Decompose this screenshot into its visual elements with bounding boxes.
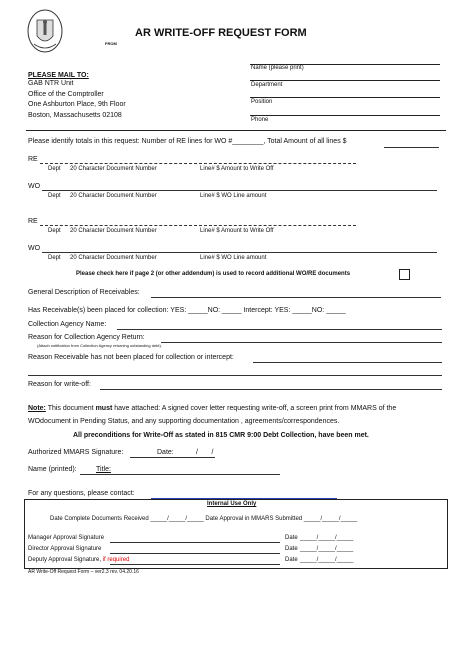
manager-approval-field[interactable] (110, 542, 280, 543)
authorized-date-label: Date: (157, 449, 174, 456)
authorized-signature-field[interactable] (130, 457, 215, 458)
authorized-signature-label: Authorized MMARS Signature: (28, 449, 124, 456)
not-placed-field[interactable] (253, 362, 442, 363)
internal-use-heading: Internal Use Only (207, 501, 257, 507)
re-row-1-dept: Dept (48, 166, 61, 172)
deputy-approval-field[interactable] (110, 564, 280, 565)
wo-row-1-doc: 20 Character Document Number (70, 193, 157, 199)
authorized-date-slashes[interactable]: / / (196, 449, 214, 456)
title-label: Title: (96, 466, 111, 473)
questions-label: For any questions, please contact: (28, 490, 135, 497)
from-label: FROM (105, 41, 117, 46)
mail-to-line2: Office of the Comptroller (28, 91, 104, 98)
name-printed-field[interactable] (80, 474, 280, 475)
note-line2: WOdocument in Pending Status, and any supporting documentation , agreements/correspondences. (28, 418, 340, 425)
director-approval-field[interactable] (110, 553, 280, 554)
note-paragraph (28, 405, 396, 412)
footer-version: AR Write-Off Request Form – ver2.3 rev. 04.20.16 (28, 569, 139, 575)
agency-name-label: Collection Agency Name: (28, 321, 107, 328)
write-off-reason-field[interactable] (100, 389, 442, 390)
manager-date-label: Date (285, 535, 298, 541)
deputy-date-label: Date (285, 557, 298, 563)
if-required-text: if required (102, 557, 130, 563)
re-row-1-prefix: RE (28, 156, 38, 163)
mail-to-line3: One Ashburton Place, 9th Floor (28, 101, 126, 108)
director-approval-label: Director Approval Signature (28, 546, 102, 552)
manager-approval-label: Manager Approval Signature (28, 535, 105, 541)
totals-line[interactable]: Please identify totals in this request: Number of RE lines for WO #________, Total Amount of all lines $ (28, 138, 347, 145)
note-text1: This document (45, 405, 96, 412)
phone-field-label[interactable]: Phone (251, 117, 269, 123)
name-printed-label: Name (printed): (28, 466, 77, 473)
wo-row-2-doc: 20 Character Document Number (70, 255, 157, 261)
deputy-approval-label (28, 557, 129, 563)
wo-row-1-line[interactable] (42, 190, 437, 191)
wo-row-1-line-label: Line# $ WO Line amount (200, 193, 267, 199)
agency-return-field[interactable] (161, 342, 442, 343)
re-row-1-doc: 20 Character Document Number (70, 166, 157, 172)
mail-to-heading: PLEASE MAIL TO: (28, 72, 89, 79)
re-row-2-doc: 20 Character Document Number (70, 228, 157, 234)
wo-row-2-line-label: Line# $ WO Line amount (200, 255, 267, 261)
re-row-2-dept: Dept (48, 228, 61, 234)
position-field-label[interactable]: Position (251, 99, 273, 105)
not-placed-label: Reason Receivable has not been placed for collection or intercept: (28, 354, 234, 361)
director-date-label: Date (285, 546, 298, 552)
addendum-checkbox[interactable] (399, 269, 410, 280)
agency-return-note: (Attach notification from Collection Agency returning outstanding debt). (37, 343, 162, 348)
deputy-date-field[interactable]: _____/_____/_____ (300, 557, 354, 563)
department-field-label[interactable]: Department (251, 82, 283, 88)
mail-to-line4: Boston, Massachusetts 02108 (28, 112, 122, 119)
mail-to-line1: GAB NTR Unit (28, 80, 74, 87)
re-row-1-line-label: Line# $ Amount to Write Off (200, 166, 274, 172)
re-row-1-line[interactable] (40, 163, 356, 164)
agency-return-label: Reason for Collection Agency Return: (28, 334, 145, 341)
wo-row-1-dept: Dept (48, 193, 61, 199)
deputy-approval-text: Deputy Approval Signature, (28, 557, 102, 563)
director-date-field[interactable]: _____/_____/_____ (300, 546, 354, 552)
internal-date-complete[interactable]: Date Complete Documents Received _____/_____/_____ Date Approval in MMARS Submitted _____/_____/_____ (50, 516, 358, 522)
re-row-2-line-label: Line# $ Amount to Write Off (200, 228, 274, 234)
wo-row-2-prefix: WO (28, 245, 41, 252)
write-off-reason-label: Reason for write-off: (28, 381, 91, 388)
massachusetts-seal-icon (26, 8, 64, 54)
note-label: Note: (28, 405, 46, 412)
general-description-field[interactable] (151, 297, 441, 298)
re-row-2-line[interactable] (40, 225, 356, 226)
wo-row-2-dept: Dept (48, 255, 61, 261)
re-row-2-prefix: RE (28, 218, 38, 225)
wo-row-1-prefix: WO (28, 183, 41, 190)
preconditions-text: All preconditions for Write-Off as stated in 815 CMR 9:00 Debt Collection, have been met. (73, 432, 369, 439)
note-must: must (95, 405, 113, 412)
addendum-check-label: Please check here if page 2 (or other addendum) is used to record additional WO/RE documents (76, 271, 351, 277)
general-description-label: General Description of Receivables: (28, 289, 140, 296)
wo-row-2-line[interactable] (42, 252, 437, 253)
name-field-label[interactable]: Name (please print) (251, 65, 304, 71)
form-title: AR WRITE-OFF REQUEST FORM (135, 27, 307, 39)
collection-placed-line[interactable]: Has Receivable(s) been placed for collection: YES: _____NO: _____ Intercept: YES: _____NO: _____ (28, 307, 346, 314)
agency-name-field[interactable] (117, 329, 442, 330)
manager-date-field[interactable]: _____/_____/_____ (300, 535, 354, 541)
note-text2: have attached: A signed cover letter requesting write-off, a screen print from MMARS of the (112, 405, 397, 412)
